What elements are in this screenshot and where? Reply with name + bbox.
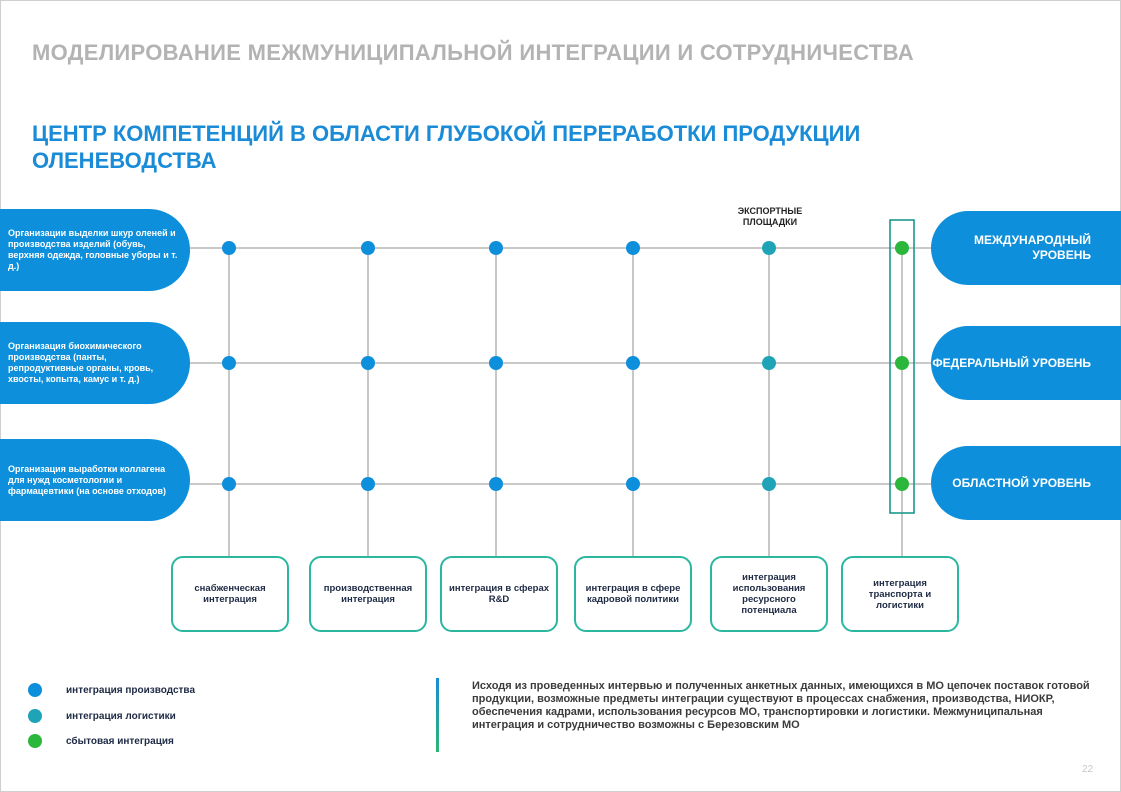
integration-dot-6-2 <box>895 356 909 370</box>
conclusion-divider <box>436 678 439 752</box>
column-box-hr: интеграция в сфере кадровой политики <box>574 556 692 632</box>
legend-dot-production <box>28 683 42 697</box>
integration-dot-6-3 <box>895 477 909 491</box>
legend-item-production <box>28 683 195 697</box>
column-box-transport: интеграция транспорта и логистики <box>841 556 959 632</box>
integration-dot-2-3 <box>361 477 375 491</box>
column-box-production: производственная интеграция <box>309 556 427 632</box>
left-row-1: Организации выделки шкур оленей и производства изделий (обувь, верхняя одежда, головные уборы и т. д.) <box>0 209 190 291</box>
level-international: МЕЖДУНАРОДНЫЙ УРОВЕНЬ <box>931 211 1121 285</box>
integration-dot-1-3 <box>222 477 236 491</box>
legend-label-production: интеграция производства <box>66 684 196 696</box>
column-box-rnd: интеграция в сферах R&D <box>440 556 558 632</box>
integration-dot-2-2 <box>361 356 375 370</box>
page-number: 22 <box>1082 764 1094 775</box>
diagram-subtitle: ЦЕНТР КОМПЕТЕНЦИЙ В ОБЛАСТИ ГЛУБОКОЙ ПЕРЕРАБОТКИ ПРОДУКЦИИ ОЛЕНЕВОДСТВА <box>32 121 861 173</box>
level-federal: ФЕДЕРАЛЬНЫЙ УРОВЕНЬ <box>931 326 1121 400</box>
left-row-3: Организация выработки коллагена для нужд косметологии и фармацевтики (на основе отходов) <box>0 439 190 521</box>
integration-dot-4-1 <box>626 241 640 255</box>
legend-label-sales: сбытовая интеграция <box>66 735 174 747</box>
integration-dot-1-2 <box>222 356 236 370</box>
integration-dot-6-1 <box>895 241 909 255</box>
integration-dot-4-2 <box>626 356 640 370</box>
integration-dot-1-1 <box>222 241 236 255</box>
conclusion-text: Исходя из проведенных интервью и полученных анкетных данных, имеющихся в МО цепочек поставок готовой продукции, возможные предметы интеграции существуют в процессах снабжения, производства, НИОКР, обеспечения кадрами, использования ресурсов МО, транспортировки и логистики. Межмуниципальная интеграция и сотрудничество возможны с Березовским МО <box>472 680 1090 731</box>
export-platforms-label: ЭКСПОРТНЫЕ ПЛОЩАДКИ <box>737 206 803 227</box>
column-box-supply: снабженческая интеграция <box>171 556 289 632</box>
integration-dot-3-3 <box>489 477 503 491</box>
legend-dot-sales <box>28 734 42 748</box>
legend-dot-logistics <box>28 709 42 723</box>
integration-dot-2-1 <box>361 241 375 255</box>
left-row-2: Организация биохимического производства (панты, репродуктивные органы, кровь, хвосты, копыта, камус и т. д.) <box>0 322 190 404</box>
legend-label-logistics: интеграция логистики <box>66 710 176 722</box>
legend-item-sales <box>28 734 174 748</box>
level-regional: ОБЛАСТНОЙ УРОВЕНЬ <box>931 446 1121 520</box>
integration-dot-4-3 <box>626 477 640 491</box>
integration-dot-5-1 <box>762 241 776 255</box>
integration-dot-3-2 <box>489 356 503 370</box>
integration-dot-5-3 <box>762 477 776 491</box>
column-box-resources: интеграция использования ресурсного потенциала <box>710 556 828 632</box>
integration-dot-5-2 <box>762 356 776 370</box>
integration-dot-3-1 <box>489 241 503 255</box>
page-title: МОДЕЛИРОВАНИЕ МЕЖМУНИЦИПАЛЬНОЙ ИНТЕГРАЦИИ И СОТРУДНИЧЕСТВА <box>32 40 914 65</box>
legend-item-logistics <box>28 709 176 723</box>
